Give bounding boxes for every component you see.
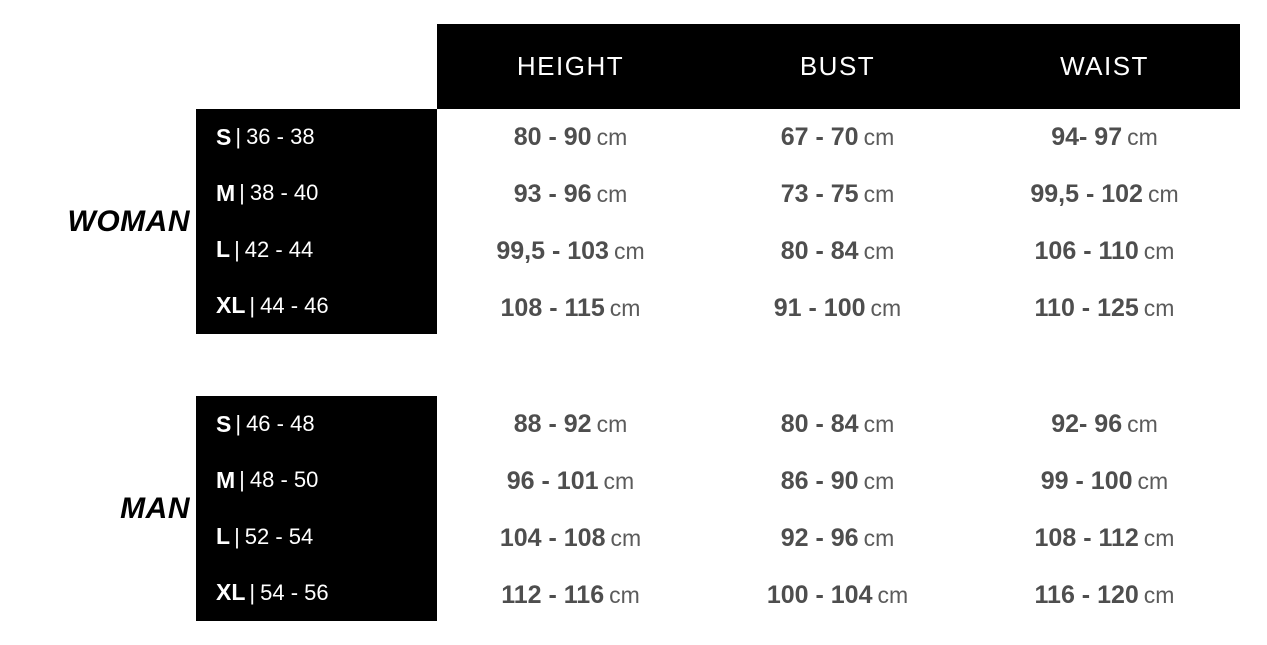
unit: cm xyxy=(613,238,645,264)
size-range: 52 - 54 xyxy=(244,523,314,549)
table-row xyxy=(216,452,437,508)
value: 112 - 116 xyxy=(501,581,605,609)
table-row xyxy=(437,280,1240,337)
cell-bust xyxy=(704,237,971,266)
size-key: M xyxy=(216,179,236,206)
measure-grid-woman xyxy=(437,109,1240,334)
cell-bust xyxy=(704,581,971,610)
unit: cm xyxy=(877,582,909,608)
unit: cm xyxy=(863,411,895,437)
cell-bust xyxy=(704,294,971,323)
unit: cm xyxy=(596,181,628,207)
size-separator: | xyxy=(239,180,245,206)
table-row xyxy=(437,396,1240,453)
table-row xyxy=(437,166,1240,223)
group-label-man: MAN xyxy=(120,491,190,525)
size-range: 48 - 50 xyxy=(249,467,319,493)
unit: cm xyxy=(863,525,895,551)
size-range: 44 - 46 xyxy=(260,292,329,318)
group-woman xyxy=(0,109,1267,334)
value: 108 - 112 xyxy=(1034,524,1139,552)
unit: cm xyxy=(1127,411,1158,437)
unit: cm xyxy=(609,295,641,321)
cell-height xyxy=(437,294,704,323)
unit: cm xyxy=(1143,582,1175,608)
size-separator: | xyxy=(235,124,242,150)
value: 108 - 115 xyxy=(500,294,605,322)
size-range: 54 - 56 xyxy=(260,579,329,605)
value: 91 - 100 xyxy=(773,294,866,322)
unit: cm xyxy=(863,124,895,150)
column-header-waist: WAIST xyxy=(1060,51,1149,81)
size-separator: | xyxy=(235,411,242,437)
value: 99,5 - 102 xyxy=(1030,180,1143,208)
unit: cm xyxy=(1143,238,1175,264)
column-header-bust: BUST xyxy=(799,51,876,81)
cell-waist xyxy=(971,123,1238,152)
table-row xyxy=(216,165,437,221)
cell-height xyxy=(437,237,704,266)
cell-bust xyxy=(704,180,971,209)
unit: cm xyxy=(863,468,895,494)
value: 100 - 104 xyxy=(766,581,873,609)
size-separator: | xyxy=(234,236,240,262)
value: 99,5 - 103 xyxy=(496,237,609,265)
value: 106 - 110 xyxy=(1034,237,1139,265)
cell-waist xyxy=(971,180,1238,209)
unit: cm xyxy=(1127,124,1158,150)
value: 99 - 100 xyxy=(1040,467,1133,495)
size-key: L xyxy=(216,236,231,263)
table-row xyxy=(216,396,437,452)
table-row xyxy=(437,223,1240,280)
table-row xyxy=(437,109,1240,166)
value: 88 - 92 xyxy=(513,410,592,438)
cell-height xyxy=(437,410,704,439)
group-man xyxy=(0,396,1267,621)
value: 67 - 70 xyxy=(780,123,859,151)
unit: cm xyxy=(863,238,895,264)
size-separator: | xyxy=(234,523,240,549)
measure-grid-man xyxy=(437,396,1240,621)
value: 86 - 90 xyxy=(780,467,859,495)
value: 96 - 101 xyxy=(506,467,599,495)
size-range: 38 - 40 xyxy=(249,180,319,206)
cell-waist xyxy=(971,581,1238,610)
size-key: S xyxy=(216,410,232,437)
size-key: L xyxy=(216,523,231,550)
size-range: 36 - 38 xyxy=(246,124,315,150)
cell-waist xyxy=(971,294,1238,323)
size-key: XL xyxy=(216,579,246,606)
size-key: S xyxy=(216,123,232,150)
value: 94- 97 xyxy=(1051,123,1123,151)
cell-height xyxy=(437,524,704,553)
table-row xyxy=(437,453,1240,510)
size-range: 46 - 48 xyxy=(246,411,315,437)
unit: cm xyxy=(596,411,628,437)
table-row xyxy=(437,567,1240,624)
value: 80 - 84 xyxy=(780,410,859,438)
value: 80 - 84 xyxy=(780,237,859,265)
value: 116 - 120 xyxy=(1034,581,1139,609)
value: 93 - 96 xyxy=(513,180,592,208)
table-row xyxy=(216,565,437,621)
unit: cm xyxy=(870,295,902,321)
cell-bust xyxy=(704,524,971,553)
table-row xyxy=(216,109,437,165)
cell-waist xyxy=(971,237,1238,266)
cell-bust xyxy=(704,123,971,152)
value: 73 - 75 xyxy=(780,180,859,208)
table-header xyxy=(437,24,1240,109)
unit: cm xyxy=(609,582,640,608)
size-key: XL xyxy=(216,292,246,319)
cell-height xyxy=(437,581,704,610)
value: 110 - 125 xyxy=(1034,294,1139,322)
column-header-height: HEIGHT xyxy=(516,51,625,81)
cell-waist xyxy=(971,467,1238,496)
table-row xyxy=(216,222,437,278)
table-row xyxy=(437,510,1240,567)
unit: cm xyxy=(596,124,628,150)
size-separator: | xyxy=(249,579,256,605)
cell-height xyxy=(437,180,704,209)
cell-bust xyxy=(704,467,971,496)
unit: cm xyxy=(863,181,895,207)
size-separator: | xyxy=(239,467,245,493)
value: 92- 96 xyxy=(1051,410,1123,438)
unit: cm xyxy=(1143,295,1175,321)
unit: cm xyxy=(603,468,635,494)
size-column-man xyxy=(196,396,437,621)
value: 92 - 96 xyxy=(780,524,859,552)
cell-height xyxy=(437,467,704,496)
group-label-woman: WOMAN xyxy=(67,204,190,238)
cell-waist xyxy=(971,410,1238,439)
size-separator: | xyxy=(249,292,256,318)
unit: cm xyxy=(1143,525,1175,551)
unit: cm xyxy=(1137,468,1169,494)
cell-bust xyxy=(704,410,971,439)
cell-height xyxy=(437,123,704,152)
table-row xyxy=(216,509,437,565)
value: 80 - 90 xyxy=(513,123,592,151)
value: 104 - 108 xyxy=(499,524,606,552)
table-row xyxy=(216,278,437,334)
cell-waist xyxy=(971,524,1238,553)
size-range: 42 - 44 xyxy=(244,236,314,262)
size-column-woman xyxy=(196,109,437,334)
unit: cm xyxy=(1147,181,1179,207)
unit: cm xyxy=(610,525,642,551)
size-key: M xyxy=(216,466,236,493)
